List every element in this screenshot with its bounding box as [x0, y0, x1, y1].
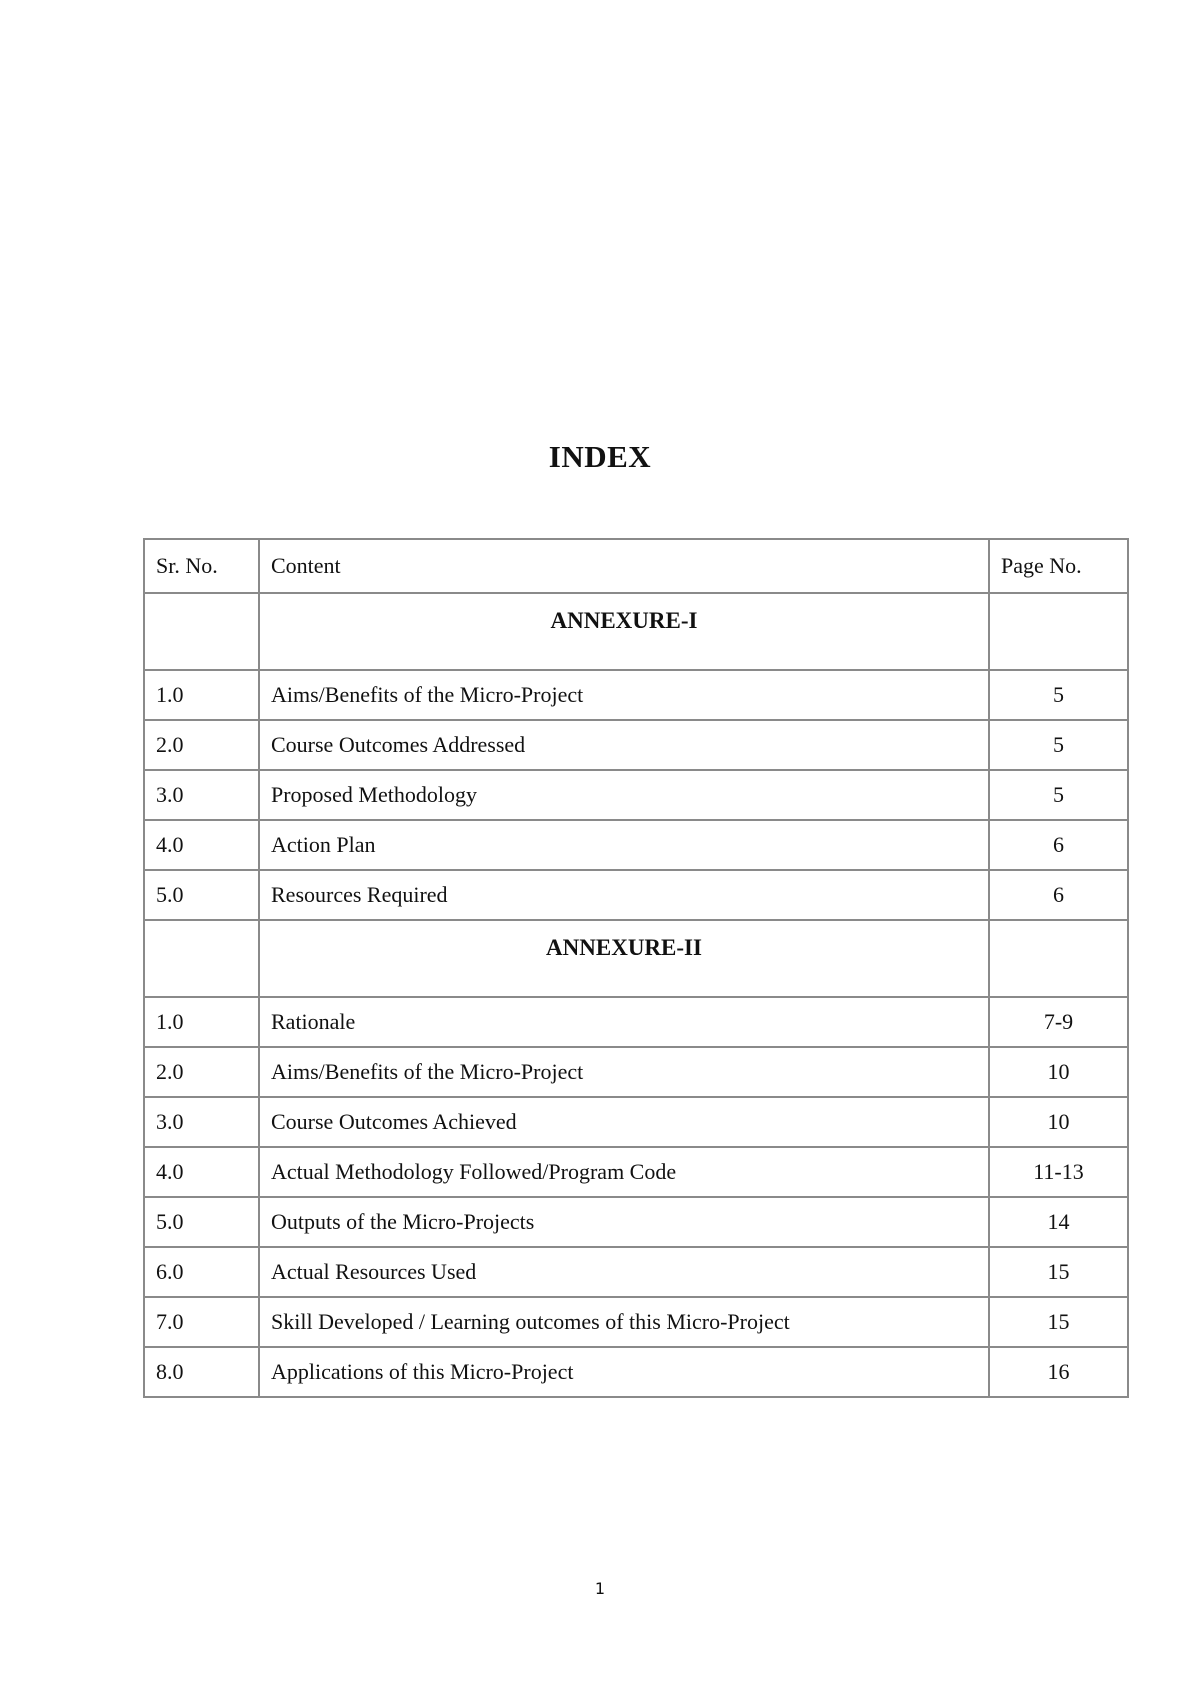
row-page-no: 10 — [989, 1047, 1128, 1097]
row-sr-no: 7.0 — [144, 1297, 259, 1347]
row-page-no: 15 — [989, 1297, 1128, 1347]
row-sr-no: 4.0 — [144, 1147, 259, 1197]
row-content: Course Outcomes Achieved — [259, 1097, 989, 1147]
row-page-no: 5 — [989, 720, 1128, 770]
page-number: 1 — [594, 1579, 606, 1598]
table-row — [144, 720, 1128, 770]
row-page-no: 16 — [989, 1347, 1128, 1397]
row-content: Actual Resources Used — [259, 1247, 989, 1297]
annexure-2-heading-row — [144, 920, 1128, 997]
row-page-no: 15 — [989, 1247, 1128, 1297]
table-row — [144, 1347, 1128, 1397]
row-page-no: 10 — [989, 1097, 1128, 1147]
section-empty-cell — [989, 920, 1128, 997]
row-sr-no: 6.0 — [144, 1247, 259, 1297]
table-row — [144, 1247, 1128, 1297]
row-page-no: 6 — [989, 870, 1128, 920]
row-sr-no: 3.0 — [144, 1097, 259, 1147]
table-row — [144, 1297, 1128, 1347]
row-content: Aims/Benefits of the Micro-Project — [259, 670, 989, 720]
table-row — [144, 997, 1128, 1047]
table-row — [144, 670, 1128, 720]
table-row — [144, 1197, 1128, 1247]
row-content: Skill Developed / Learning outcomes of this Micro-Project — [259, 1297, 989, 1347]
row-sr-no: 4.0 — [144, 820, 259, 870]
row-sr-no: 3.0 — [144, 770, 259, 820]
row-sr-no: 5.0 — [144, 1197, 259, 1247]
row-sr-no: 1.0 — [144, 997, 259, 1047]
row-page-no: 14 — [989, 1197, 1128, 1247]
index-table — [143, 538, 1129, 1398]
row-content: Rationale — [259, 997, 989, 1047]
row-content: Action Plan — [259, 820, 989, 870]
table-row — [144, 870, 1128, 920]
table-row — [144, 1147, 1128, 1197]
row-page-no: 5 — [989, 770, 1128, 820]
row-page-no: 6 — [989, 820, 1128, 870]
row-sr-no: 2.0 — [144, 1047, 259, 1097]
row-content: Proposed Methodology — [259, 770, 989, 820]
header-sr-no: Sr. No. — [144, 539, 259, 593]
row-page-no: 5 — [989, 670, 1128, 720]
row-page-no: 11-13 — [989, 1147, 1128, 1197]
row-sr-no: 5.0 — [144, 870, 259, 920]
annexure-1-heading-row — [144, 593, 1128, 670]
table-row — [144, 820, 1128, 870]
section-empty-cell — [144, 593, 259, 670]
section-empty-cell — [989, 593, 1128, 670]
row-page-no: 7-9 — [989, 997, 1128, 1047]
header-page-no: Page No. — [989, 539, 1128, 593]
row-sr-no: 8.0 — [144, 1347, 259, 1397]
row-content: Resources Required — [259, 870, 989, 920]
row-content: Course Outcomes Addressed — [259, 720, 989, 770]
row-content: Applications of this Micro-Project — [259, 1347, 989, 1397]
page-title: INDEX — [548, 439, 652, 474]
section-empty-cell — [144, 920, 259, 997]
row-content: Actual Methodology Followed/Program Code — [259, 1147, 989, 1197]
row-sr-no: 1.0 — [144, 670, 259, 720]
table-row — [144, 1047, 1128, 1097]
table-header-row — [144, 539, 1128, 593]
row-sr-no: 2.0 — [144, 720, 259, 770]
annexure-1-title: ANNEXURE-I — [259, 593, 989, 670]
table-row — [144, 770, 1128, 820]
row-content: Outputs of the Micro-Projects — [259, 1197, 989, 1247]
header-content: Content — [259, 539, 989, 593]
row-content: Aims/Benefits of the Micro-Project — [259, 1047, 989, 1097]
table-row — [144, 1097, 1128, 1147]
annexure-2-title: ANNEXURE-II — [259, 920, 989, 997]
